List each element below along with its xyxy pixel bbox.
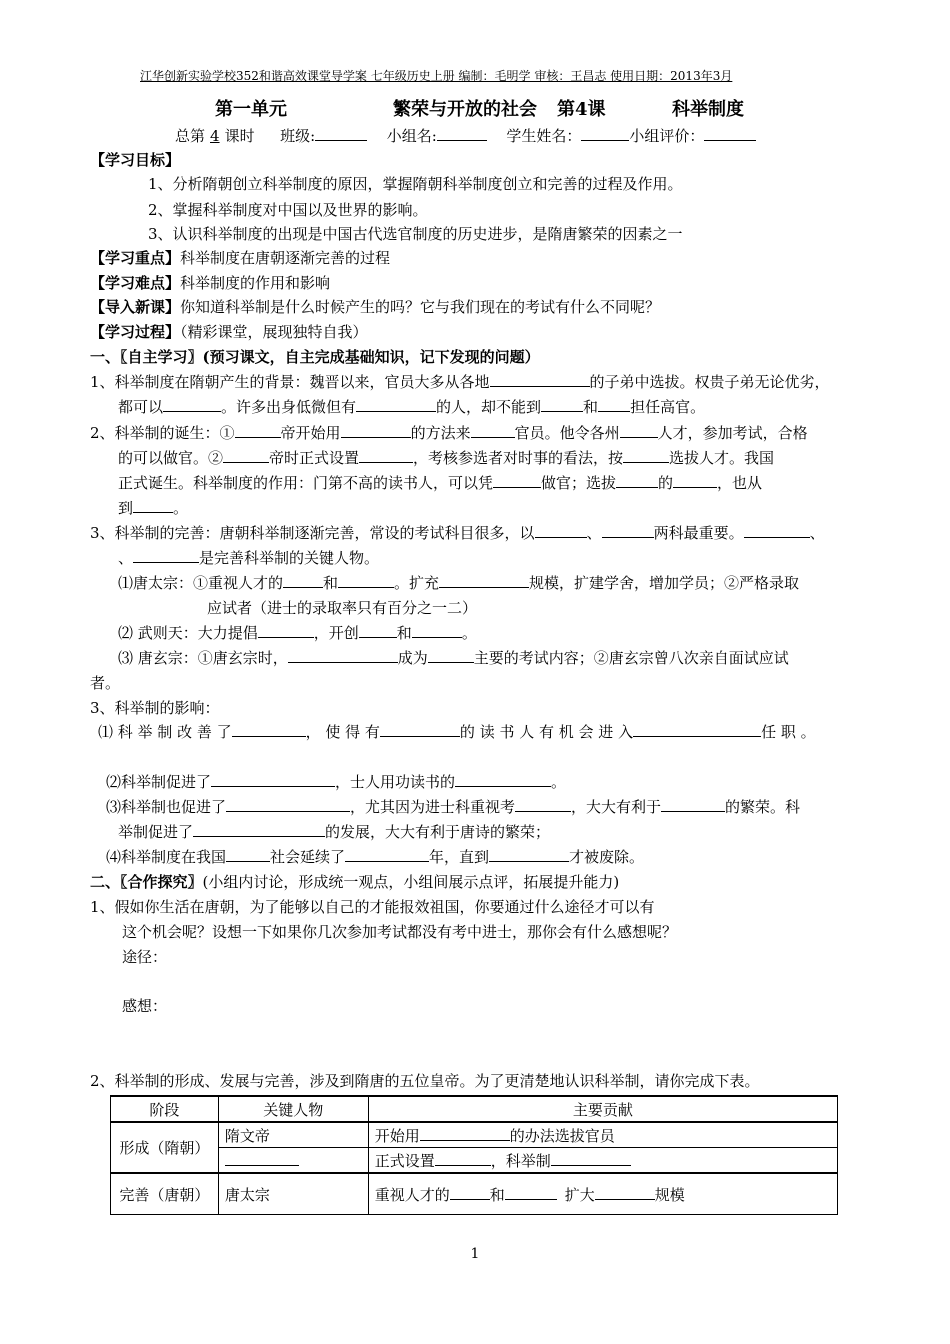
taizong-text-b: 和	[323, 574, 339, 592]
taizong-blank-1[interactable]	[283, 573, 323, 588]
explore-q2: 2、科举制的形成、发展与完善，涉及到隋唐的五位皇帝。为了更清楚地认识科举制，请你完成下表。	[90, 1072, 760, 1090]
influence2-blank-2[interactable]	[455, 772, 551, 787]
difficulty-point	[90, 273, 330, 293]
influence4-blank-3[interactable]	[489, 847, 569, 862]
contribution-1-text-a: 开始用	[374, 1126, 420, 1145]
contribution-3-blank-2[interactable]	[505, 1185, 557, 1200]
wuzetian-blank-2[interactable]	[359, 623, 397, 638]
contribution-2-blank-2[interactable]	[551, 1151, 631, 1166]
student-label: 学生姓名：	[506, 127, 582, 145]
wuzetian-text-c: 和	[396, 624, 412, 642]
key-point	[90, 248, 390, 268]
wuzetian-text-d: 。	[461, 624, 477, 642]
key-label: 【学习重点】	[90, 249, 181, 267]
q1-text-a: 1、科举制度在隋朝产生的背景：魏晋以来，官员大多从各地	[90, 373, 490, 391]
objective-2: 2、掌握科举制度对中国以及世界的影响。	[148, 201, 428, 219]
q2-text-n: 到	[118, 499, 134, 517]
influence2-text-c: 。	[551, 773, 567, 791]
wuzetian-blank-3[interactable]	[412, 623, 462, 638]
table-header-person: 关键人物	[218, 1096, 368, 1122]
q3-taizong-line2: 应试者（进士的录取率只有百分之一二）	[207, 599, 478, 617]
q1-line1	[90, 372, 830, 392]
intro-label: 【导入新课】	[90, 298, 181, 316]
table-row	[111, 1173, 838, 1215]
section2-heading-bold: 二、〖合作探究〗	[90, 873, 203, 891]
q2-blank-7[interactable]	[623, 448, 669, 463]
table-header-stage: 阶段	[111, 1096, 219, 1122]
q2-text-b: 帝开始用	[280, 424, 341, 442]
influence4-text-a: ⑷科举制度在我国	[106, 848, 227, 866]
section1-heading: 一、〖自主学习〗(预习课文，自主完成基础知识，记下发现的问题）	[90, 348, 540, 366]
xuanzong-blank-1[interactable]	[288, 648, 398, 663]
influence3-blank-2[interactable]	[515, 797, 571, 812]
influence3-blank-1[interactable]	[226, 797, 350, 812]
class-label: 班级:	[280, 127, 316, 145]
contribution-2-blank-1[interactable]	[435, 1151, 491, 1166]
influence2-blank-1[interactable]	[211, 772, 335, 787]
q2-text-f: 的可以做官。②	[118, 449, 224, 467]
q3-text-c: 两科最重要。	[653, 524, 744, 542]
rating-label: 小组评价：	[629, 127, 705, 145]
q2-line4	[118, 498, 188, 518]
title-name: 科举制度	[672, 99, 744, 120]
title-topic: 繁荣与开放的社会	[393, 99, 537, 120]
q2-text-m: ，也从	[717, 474, 763, 492]
stage-formation: 形成（隋朝）	[111, 1122, 219, 1173]
influence-item-3	[106, 797, 800, 817]
q3-text-a: 3、科举制的完善：唐朝科举制逐渐完善，常设的考试科目很多，以	[90, 524, 535, 542]
taizong-blank-2[interactable]	[338, 573, 394, 588]
q2-text-e: 人才，参加考试，合格	[657, 424, 808, 442]
intro-text: 你知道科举制是什么时候产生的吗？它与我们现在的考试有什么不同呢？	[180, 298, 661, 316]
q1-text-d: 。许多出身低微但有	[221, 398, 357, 416]
group-label: 小组名:	[386, 127, 437, 145]
total-prefix: 总第	[175, 127, 206, 145]
influence3-text-c: ，大大有利于	[571, 798, 662, 816]
q2-text-l: 的	[658, 474, 674, 492]
stage-perfection: 完善（唐朝）	[111, 1173, 219, 1215]
q3-text-b: 、	[586, 524, 602, 542]
person-blank[interactable]	[225, 1151, 299, 1166]
title-lesson: 第4课	[557, 99, 606, 120]
contribution-1-blank[interactable]	[420, 1126, 510, 1141]
emperor-table	[110, 1095, 838, 1215]
influence2-text-a: ⑵科举制促进了	[106, 773, 212, 791]
q3-line1	[90, 523, 825, 543]
q3-xuanzong-line1	[118, 648, 789, 668]
group-blank[interactable]	[437, 126, 487, 141]
q2-blank-3[interactable]	[471, 423, 515, 438]
q2-blank-9[interactable]	[616, 473, 658, 488]
q2-text-j: 正式诞生。科举制度的作用：门第不高的读书人，可以凭	[118, 474, 494, 492]
section2-heading	[90, 872, 619, 892]
influence-item-4	[106, 847, 644, 867]
title-unit: 第一单元	[215, 99, 287, 120]
influence1-blank-1[interactable]	[232, 722, 306, 737]
q3-blank-1[interactable]	[535, 523, 587, 538]
objective-1: 1、分析隋朝创立科举制度的原因，掌握隋朝科举制度创立和完善的过程及作用。	[148, 175, 683, 193]
table-row	[111, 1148, 838, 1174]
influence3-text-f: 的发展，大大有利于唐诗的繁荣；	[325, 823, 551, 841]
q1-blank-4[interactable]	[541, 397, 583, 412]
page-number: 1	[470, 1246, 480, 1262]
influence4-blank-2[interactable]	[345, 847, 429, 862]
taizong-text-c: 。扩充	[394, 574, 440, 592]
q2-text-k: 做官；选拔	[541, 474, 617, 492]
objectives-heading: 【学习目标】	[90, 151, 181, 169]
process-text: （精彩课堂，展现独特自我）	[180, 323, 368, 341]
table-header-row	[111, 1096, 838, 1122]
influence4-text-d: 才被废除。	[569, 848, 645, 866]
influence1-text-c: 的 读 书 人 有 机 会 进 入	[459, 723, 634, 741]
table-header-contribution: 主要贡献	[368, 1096, 837, 1122]
contribution-3-text-a: 重视人才的	[374, 1185, 450, 1204]
q1-text-g: 担任高官。	[630, 398, 706, 416]
key-text: 科举制度在唐朝逐渐完善的过程	[180, 249, 391, 267]
contribution-3	[368, 1173, 837, 1215]
q2-text-g: 帝时正式设置	[269, 449, 360, 467]
contribution-2-text-a: 正式设置	[374, 1151, 435, 1170]
influence1-text-b: ， 使 得 有	[305, 723, 380, 741]
q3-text-f: 是完善科举制的关键人物。	[199, 549, 380, 567]
influence3-text-a: ⑶科举制也促进了	[106, 798, 227, 816]
objective-3: 3、认识科举制度的出现是中国古代选官制度的历史进步，是隋唐繁荣的因素之一	[148, 225, 683, 243]
influence4-text-c: 年，直到	[429, 848, 490, 866]
q2-text-a: 2、科举制的诞生：①	[90, 424, 235, 442]
intro-point	[90, 297, 660, 317]
influence1-text-a: ⑴ 科 举 制 改 善 了	[98, 723, 232, 741]
influence4-blank-1[interactable]	[226, 847, 270, 862]
q2-blank-1[interactable]	[235, 423, 281, 438]
rating-blank[interactable]	[704, 126, 756, 141]
contribution-3-text-b: 和	[489, 1185, 505, 1204]
influence3-blank-4[interactable]	[193, 822, 325, 837]
influence3-blank-3[interactable]	[661, 797, 725, 812]
q3-line2	[118, 548, 379, 568]
q1-text-f: 和	[583, 398, 599, 416]
xuanzong-text-b: 成为	[397, 649, 428, 667]
process-point	[90, 322, 368, 342]
wuzetian-text-b: ，开创	[313, 624, 359, 642]
contribution-3-blank-1[interactable]	[450, 1185, 490, 1200]
document-header: 江华创新实验学校352和谐高效课堂导学案 七年级历史上册 编制：毛明学 审核：王昌志 使用日期：2013年3月	[140, 69, 733, 83]
xuanzong-blank-2[interactable]	[428, 648, 474, 663]
influence1-blank-2[interactable]	[380, 722, 460, 737]
process-label: 【学习过程】	[90, 323, 181, 341]
influence3-text-e: 举制促进了	[118, 823, 194, 841]
q3-blank-4[interactable]	[133, 548, 199, 563]
person-sui-wendi: 隋文帝	[218, 1122, 368, 1148]
q2-blank-2[interactable]	[341, 423, 411, 438]
influence2-text-b: ，士人用功读书的	[335, 773, 456, 791]
q2-text-o: 。	[173, 499, 189, 517]
meta-line	[175, 126, 756, 146]
influence-item-1	[98, 722, 816, 742]
q2-blank-6[interactable]	[359, 448, 413, 463]
contribution-2	[368, 1148, 837, 1174]
influence3-text-d: 的繁荣。科	[725, 798, 801, 816]
q2-line3	[118, 473, 762, 493]
xuanzong-text-a: ⑶ 唐玄宗：①唐玄宗时，	[118, 649, 288, 667]
contribution-1	[368, 1122, 837, 1148]
contribution-3-blank-3[interactable]	[595, 1185, 655, 1200]
q2-blank-10[interactable]	[673, 473, 717, 488]
q2-line1	[90, 423, 808, 443]
q1-blank-5[interactable]	[598, 397, 630, 412]
class-blank[interactable]	[315, 126, 367, 141]
influence-item-2	[106, 772, 566, 792]
q3-blank-3[interactable]	[744, 523, 810, 538]
taizong-blank-3[interactable]	[439, 573, 529, 588]
contribution-1-text-b: 的办法选拔官员	[509, 1126, 615, 1145]
contribution-3-text-d: 规模	[654, 1185, 685, 1204]
q1-text-e: 的人，却不能到	[436, 398, 542, 416]
q3-blank-2[interactable]	[602, 523, 654, 538]
q2-blank-11[interactable]	[133, 498, 173, 513]
influence-heading: 3、科举制的影响：	[90, 699, 220, 717]
contribution-3-text-c: 扩大	[564, 1185, 595, 1204]
q2-text-d: 官员。他令各州	[514, 424, 620, 442]
q1-text-b: 的子弟中选拔。权贵子弟无论优劣，	[589, 373, 830, 391]
taizong-text-d: 规模，扩建学舍，增加学员；②严格录取	[529, 574, 800, 592]
explore-path-label: 途径：	[122, 948, 168, 966]
q3-wuzetian-line	[118, 623, 477, 643]
xuanzong-text-c: 主要的考试内容；②唐玄宗曾八次亲自面试应试	[473, 649, 789, 667]
q2-text-c: 的方法来	[410, 424, 471, 442]
influence1-blank-3[interactable]	[633, 722, 761, 737]
total-suffix: 课时	[224, 127, 255, 145]
section2-heading-rest: (小组内讨论，形成统一观点，小组间展示点评，拓展提升能力)	[202, 873, 620, 891]
q2-blank-4[interactable]	[620, 423, 658, 438]
influence4-text-b: 社会延续了	[270, 848, 346, 866]
student-blank[interactable]	[581, 126, 629, 141]
q3-text-e: 、	[118, 549, 134, 567]
difficulty-label: 【学习难点】	[90, 274, 181, 292]
influence3-text-b: ，尤其因为进士科重视考	[350, 798, 516, 816]
total-value: 4	[210, 127, 220, 145]
q1-blank-1[interactable]	[490, 372, 590, 387]
q1-line2	[118, 397, 705, 417]
explore-q1-line1: 1、假如你生活在唐朝，为了能够以自己的才能报效祖国，你要通过什么途径才可以有	[90, 898, 655, 916]
person-tang-taizong: 唐太宗	[218, 1173, 368, 1215]
q2-blank-5[interactable]	[223, 448, 269, 463]
wuzetian-text-a: ⑵ 武则天：大力提倡	[118, 624, 258, 642]
person-blank-cell	[218, 1148, 368, 1174]
explore-q1-line2: 这个机会呢？设想一下如果你几次参加考试都没有考中进士，那你会有什么感想呢？	[122, 923, 678, 941]
contribution-2-text-b: ，科举制	[490, 1151, 551, 1170]
q2-line2	[118, 448, 774, 468]
difficulty-text: 科举制度的作用和影响	[180, 274, 331, 292]
taizong-text-a: ⑴唐太宗：①重视人才的	[118, 574, 284, 592]
q1-blank-3[interactable]	[356, 397, 436, 412]
influence1-text-d: 任 职 。	[761, 723, 816, 741]
q3-text-d: 、	[809, 524, 825, 542]
q3-xuanzong-line2: 者。	[90, 674, 121, 692]
q2-blank-8[interactable]	[493, 473, 541, 488]
q2-text-i: 选拔人才。我国	[669, 449, 775, 467]
influence-item-3-cont	[118, 822, 550, 842]
q1-blank-2[interactable]	[163, 397, 221, 412]
explore-feeling-label: 感想：	[122, 997, 168, 1015]
q1-text-c: 都可以	[118, 398, 164, 416]
q2-text-h: ，考核参选者对时事的看法，按	[413, 449, 624, 467]
wuzetian-blank-1[interactable]	[258, 623, 314, 638]
table-row	[111, 1122, 838, 1148]
q3-taizong-line1	[118, 573, 799, 593]
